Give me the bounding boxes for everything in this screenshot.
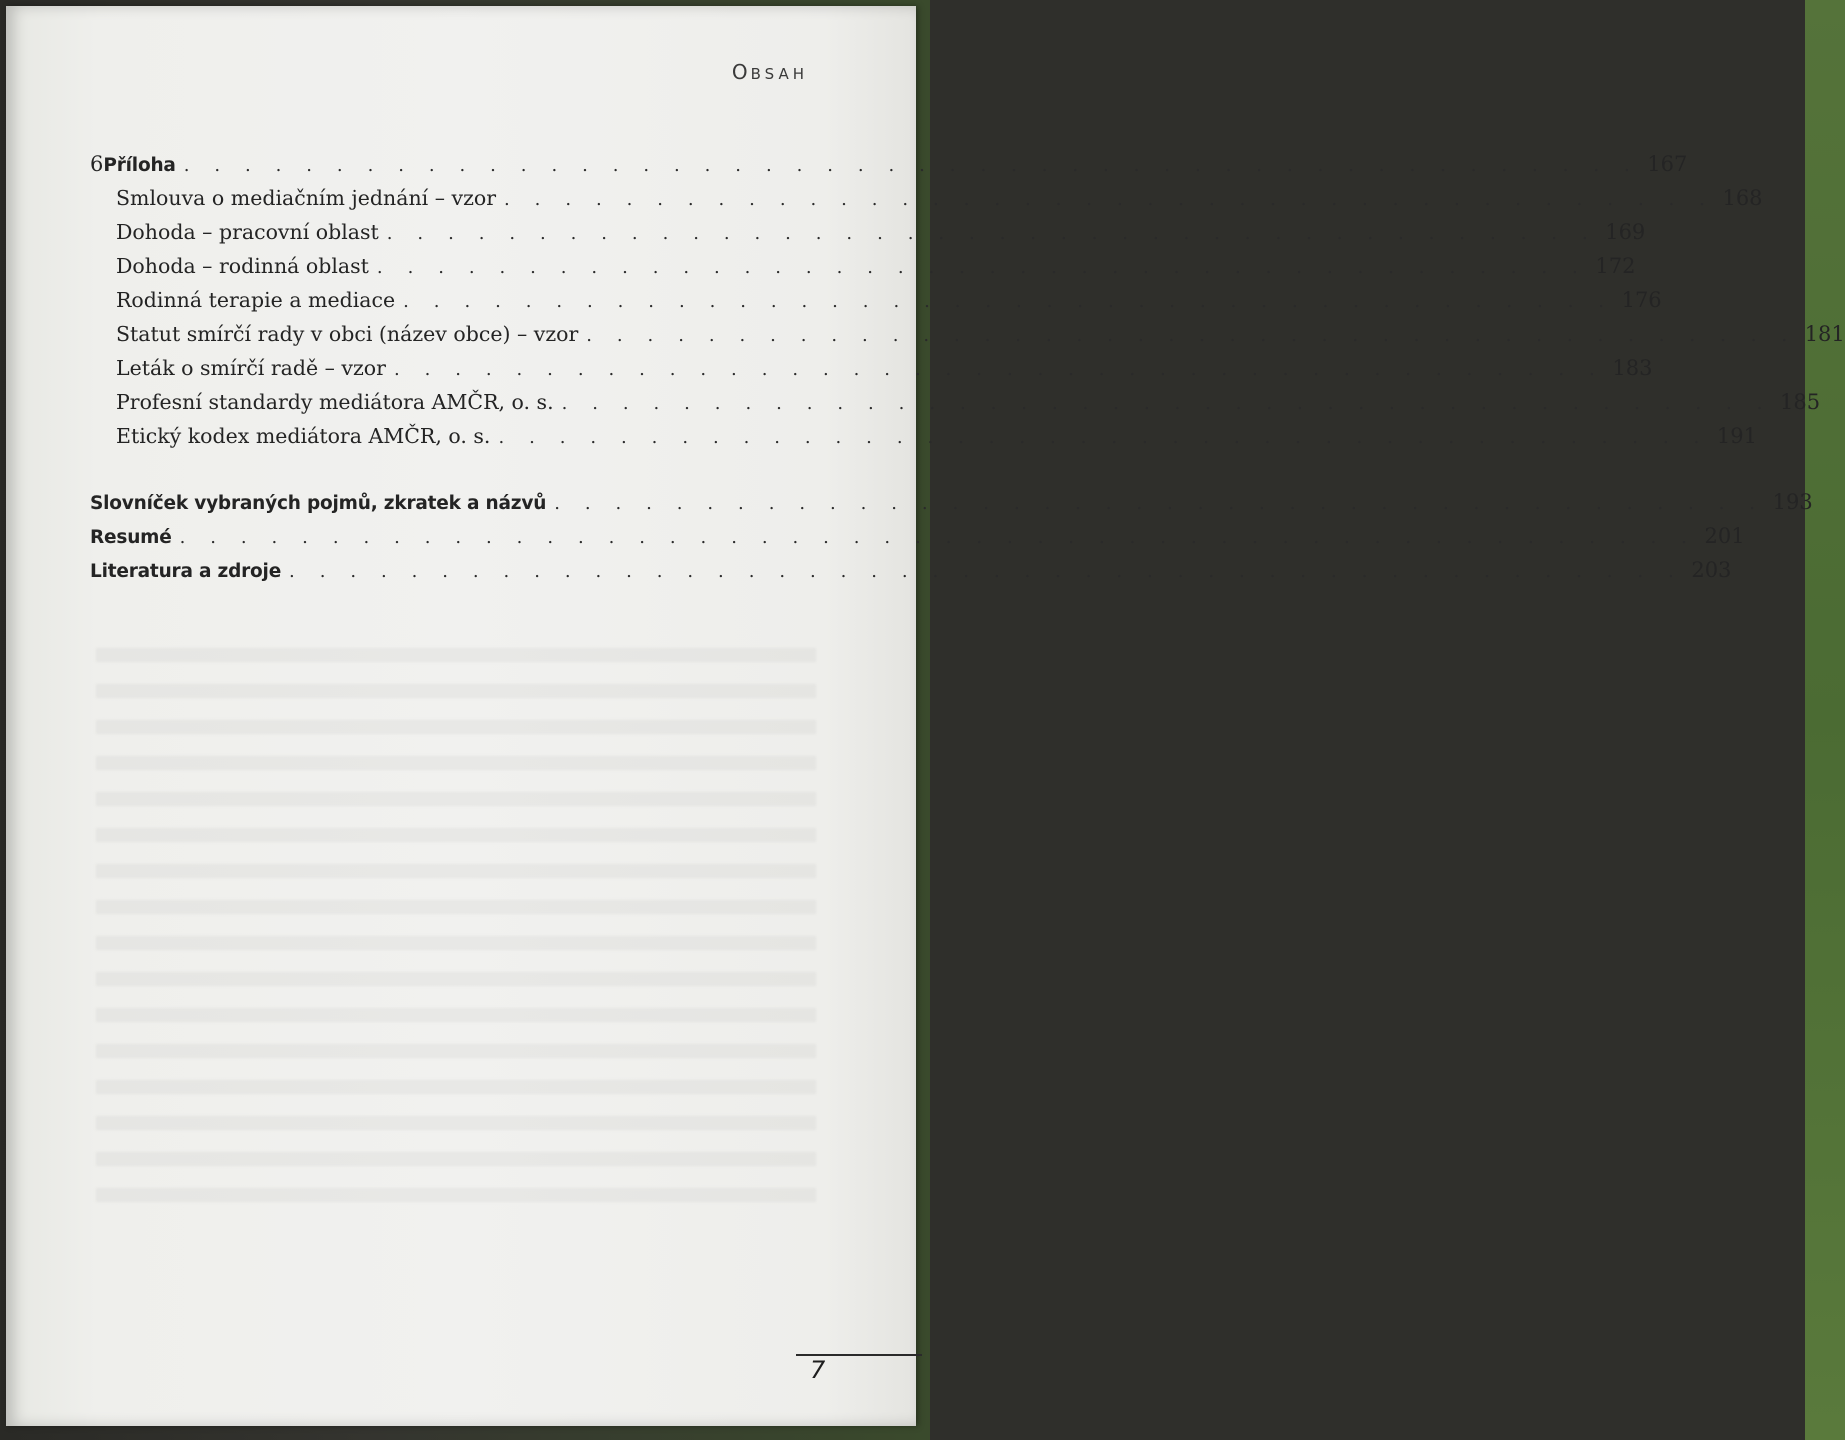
toc-page-number: 203 — [1691, 558, 1732, 582]
toc-page-number: 193 — [1772, 490, 1813, 514]
toc-leader-dots: . . . . . . . . . . . . . . . . . . . . . . . . . . . . . . . . . . . . . . . . — [554, 493, 1765, 514]
running-head — [732, 60, 808, 84]
toc-page-number: 169 — [1605, 220, 1646, 244]
toc-entry — [116, 220, 1646, 254]
toc-page-number: 191 — [1716, 424, 1757, 448]
toc-title: Slovníček vybraných pojmů, zkratek a názvů — [90, 493, 547, 514]
toc-page-number: 181 — [1804, 322, 1845, 346]
toc-leader-dots: . . . . . . . . . . . . . . . . . . . . . . . . . . . . . . . . . . . . . . . . . . . . . . . . . . — [179, 527, 1697, 548]
toc-entry-resume — [90, 524, 1745, 558]
toc-entry — [116, 288, 1662, 322]
toc-title: Profesní standardy mediátora AMČR, o. s. — [116, 390, 554, 414]
toc-leader-dots: . . . . . . . . . . . . . . . . . . . . . . . . . . . . . . . . . . . . . . . . — [561, 393, 1773, 414]
toc-title: Dohoda – pracovní oblast — [116, 220, 379, 244]
toc-page-number: 201 — [1704, 524, 1745, 548]
toc-page-number: 176 — [1621, 288, 1662, 312]
toc-title: Statut smírčí rady v obci (název obce) – vzor — [116, 322, 579, 346]
toc-title: Resumé — [90, 527, 172, 548]
toc-title: Etický kodex mediátora AMČR, o. s. — [116, 424, 491, 448]
toc-leader-dots: . . . . . . . . . . . . . . . . . . . . . . . . . . . . . . . . . . . . . . . . — [403, 291, 1614, 312]
toc-leader-dots: . . . . . . . . . . . . . . . . . . . . . . . . . . . . . . . . . . . . . . . . — [393, 359, 1605, 380]
toc-page-number: 167 — [1647, 152, 1688, 176]
toc-chapter-number: 6 — [90, 152, 104, 176]
toc-title: Leták o smírčí radě – vzor — [116, 356, 386, 380]
toc-title: Dohoda – rodinná oblast — [116, 254, 369, 278]
toc-leader-dots: . . . . . . . . . . . . . . . . . . . . . . . . . . . . . . . . . . . . . . . . — [386, 223, 1598, 244]
toc-title: Příloha — [103, 155, 176, 176]
toc-page-number: 185 — [1780, 390, 1821, 414]
toc-entry-appendix — [90, 152, 1688, 186]
book-page — [6, 6, 1845, 1426]
toc-entry — [116, 356, 1653, 390]
show-through-text — [96, 626, 816, 1206]
running-head-rest: BSAH — [750, 65, 808, 83]
toc-title: Smlouva o mediačním jednání – vzor — [116, 186, 497, 210]
toc-leader-dots: . . . . . . . . . . . . . . . . . . . . . . . . . . . . . . . . . . . . . . . . — [498, 427, 1709, 448]
toc-page-number: 172 — [1595, 254, 1636, 278]
toc-leader-dots: . . . . . . . . . . . . . . . . . . . . . . . . . . . . . . . . . . . . . . . . . . . . . . . . — [183, 155, 1640, 176]
toc-leader-dots: . . . . . . . . . . . . . . . . . . . . . . . . . . . . . . . . . . . . . . . . — [504, 189, 1715, 210]
toc-title: Literatura a zdroje — [90, 561, 282, 582]
background-surface — [1805, 0, 1845, 1440]
toc-page-number: 183 — [1612, 356, 1653, 380]
toc-entry — [116, 424, 1757, 458]
page-number: 7 — [810, 1356, 826, 1384]
toc-entry — [116, 254, 1636, 288]
toc-entry-glossary — [90, 490, 1813, 524]
toc-leader-dots: . . . . . . . . . . . . . . . . . . . . . . . . . . . . . . . . . . . . . . . . — [586, 325, 1797, 346]
toc-leader-dots: . . . . . . . . . . . . . . . . . . . . . . . . . . . . . . . . . . . . . . . . — [376, 257, 1588, 278]
toc-page-number: 168 — [1722, 186, 1763, 210]
toc-entry-literature — [90, 558, 1732, 592]
toc-entry — [116, 186, 1763, 220]
toc-title: Rodinná terapie a mediace — [116, 288, 396, 312]
toc-entry — [116, 322, 1845, 356]
toc-entry — [116, 390, 1821, 424]
toc-leader-dots: . . . . . . . . . . . . . . . . . . . . . . . . . . . . . . . . . . . . . . . . . . . . . . — [289, 561, 1684, 582]
running-head-initial: O — [731, 60, 751, 84]
